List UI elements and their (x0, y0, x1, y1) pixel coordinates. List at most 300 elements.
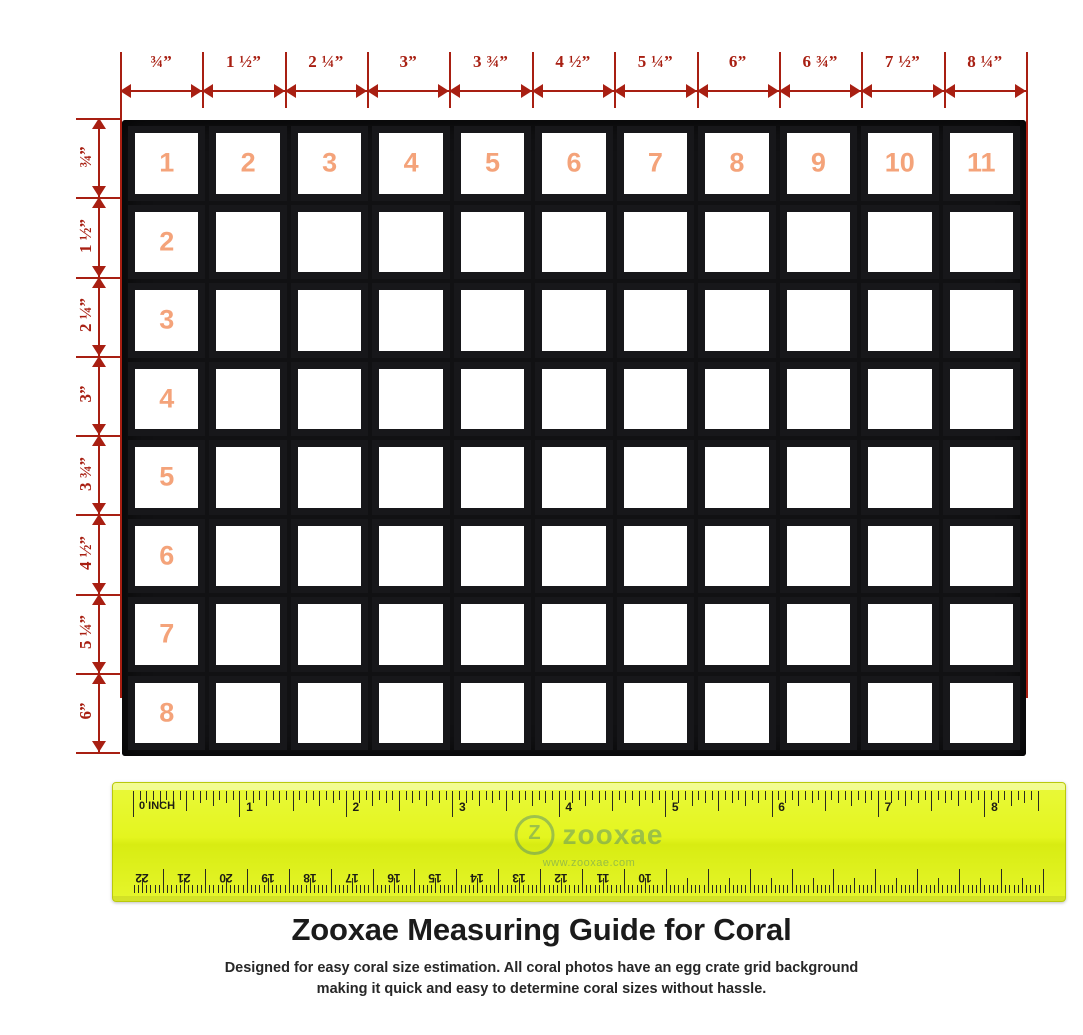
grid-cell (617, 205, 694, 280)
ruler-tick-top (439, 791, 440, 803)
ruler-tick-top (266, 791, 267, 806)
ruler-tick-bottom (863, 885, 864, 893)
grid-cell-number: 6 (159, 540, 175, 571)
grid-cell (291, 126, 368, 201)
ruler-tick-top (286, 791, 287, 800)
ruler-tick-bottom (649, 885, 650, 893)
top-scale-label: 7 ½” (884, 52, 921, 71)
ruler-tick-top (965, 791, 966, 800)
left-scale-label: 3” (76, 385, 95, 403)
ruler-tick-bottom (989, 885, 990, 893)
ruler-tick-top (519, 791, 520, 803)
grid-cell (617, 676, 694, 751)
ruler-tick-bottom (901, 885, 902, 893)
ruler-label-inch: 1 (246, 800, 253, 814)
arrow-right-icon (768, 84, 779, 98)
top-scale-segment (285, 52, 367, 108)
arrow-right-icon (438, 84, 449, 98)
ruler-tick-top (792, 791, 793, 800)
ruler-tick-bottom (448, 885, 449, 893)
ruler-tick-bottom (306, 885, 307, 893)
ruler-tick-top (446, 791, 447, 800)
ruler-tick-top (765, 791, 766, 800)
ruler-tick-top (685, 791, 686, 800)
ruler-tick-bottom (821, 885, 822, 893)
grid-cell (617, 362, 694, 437)
ruler-tick-bottom (343, 885, 344, 893)
top-scale-label: 3” (399, 52, 418, 71)
grid-cell (943, 519, 1020, 594)
top-scale-tick (944, 52, 946, 108)
grid-cell (861, 676, 938, 751)
top-scale-segment (367, 52, 449, 108)
ruler-tick-top (978, 791, 979, 800)
left-scale-segment (58, 356, 114, 435)
ruler-tick-bottom (880, 885, 881, 893)
grid-cell (209, 676, 286, 751)
ruler-tick-top (845, 791, 846, 800)
grid-cell (128, 676, 205, 751)
ruler-tick-bottom (272, 885, 273, 893)
left-scale-tick (76, 752, 120, 754)
ruler (112, 782, 1066, 902)
ruler-tick-top (818, 791, 819, 800)
grid-cell (943, 283, 1020, 358)
ruler-tick-top (984, 791, 985, 817)
ruler-tick-bottom (699, 885, 700, 893)
ruler-tick-bottom (565, 885, 566, 893)
ruler-tick-bottom (569, 885, 570, 893)
ruler-tick-bottom (389, 885, 390, 893)
grid-cell (535, 519, 612, 594)
top-scale-line (779, 90, 861, 92)
ruler-tick-bottom (289, 869, 290, 893)
grid-cell (454, 126, 531, 201)
ruler-tick-top (326, 791, 327, 800)
ruler-tick-bottom (502, 885, 503, 893)
grid-cell (780, 519, 857, 594)
ruler-brand-watermark (515, 815, 664, 869)
ruler-tick-bottom (511, 885, 512, 893)
grid-cell (372, 519, 449, 594)
grid-cell (698, 362, 775, 437)
ruler-tick-top (851, 791, 852, 806)
ruler-tick-bottom (888, 885, 889, 893)
grid-cell-number: 7 (159, 618, 175, 649)
ruler-tick-top (213, 791, 214, 806)
left-scale-label: 6” (76, 702, 95, 720)
ruler-tick-bottom (381, 885, 382, 893)
grid-cell (943, 676, 1020, 751)
ruler-tick-top (419, 791, 420, 800)
ruler-tick-bottom (859, 885, 860, 893)
ruler-tick-bottom (930, 885, 931, 893)
ruler-tick-bottom (997, 885, 998, 893)
top-scale-segment (944, 52, 1026, 108)
ruler-label-cm: 22 (135, 871, 149, 885)
ruler-tick-bottom (360, 885, 361, 893)
ruler-tick-bottom (515, 885, 516, 893)
ruler-label-cm: 20 (219, 871, 233, 885)
grid-cell (698, 126, 775, 201)
grid-cell (780, 440, 857, 515)
ruler-tick-bottom (691, 885, 692, 893)
top-scale-label: 3 ¾” (473, 52, 509, 71)
ruler-tick-top (805, 791, 806, 800)
ruler-tick-top (392, 791, 393, 800)
left-scale-tick (76, 118, 120, 120)
ruler-tick-bottom (285, 885, 286, 893)
ruler-tick-top (971, 791, 972, 803)
ruler-tick-top (226, 791, 227, 803)
ruler-label-cm: 10 (638, 871, 652, 885)
left-scale-tick (76, 435, 120, 437)
ruler-tick-top (585, 791, 586, 806)
left-scale-segment (58, 435, 114, 514)
ruler-tick-bottom (976, 885, 977, 893)
ruler-tick-bottom (984, 885, 985, 893)
ruler-tick-bottom (720, 885, 721, 893)
ruler-tick-top (865, 791, 866, 803)
ruler-tick-bottom (536, 885, 537, 893)
ruler-tick-top (911, 791, 912, 800)
left-scale-tick (76, 514, 120, 516)
ruler-tick-bottom (674, 885, 675, 893)
ruler-tick-bottom (347, 885, 348, 893)
ruler-tick-bottom (813, 878, 814, 893)
grid-cell (535, 362, 612, 437)
ruler-tick-bottom (326, 885, 327, 893)
grid-cell (617, 440, 694, 515)
grid-cell (291, 440, 368, 515)
grid-cell (209, 519, 286, 594)
ruler-tick-bottom (838, 885, 839, 893)
ruler-tick-top (798, 791, 799, 806)
ruler-tick-bottom (259, 885, 260, 893)
ruler-tick-bottom (243, 885, 244, 893)
ruler-tick-bottom (440, 885, 441, 893)
grid-cell (780, 205, 857, 280)
ruler-tick-top (698, 791, 699, 800)
top-scale-line (367, 90, 449, 92)
ruler-tick-bottom (356, 885, 357, 893)
ruler-tick-bottom (402, 885, 403, 893)
ruler-tick-bottom (385, 885, 386, 893)
ruler-tick-bottom (670, 885, 671, 893)
grid-cell (372, 597, 449, 672)
ruler-tick-bottom (155, 885, 156, 893)
ruler-label-inch: 8 (991, 800, 998, 814)
ruler-tick-bottom (846, 885, 847, 893)
ruler-tick-top (246, 791, 247, 800)
left-scale-label: 1 ½” (76, 218, 95, 253)
ruler-tick-bottom (850, 885, 851, 893)
ruler-tick-bottom (804, 885, 805, 893)
ruler-tick-top (705, 791, 706, 803)
ruler-tick-bottom (624, 869, 625, 893)
left-scale-label: 4 ½” (76, 535, 95, 570)
grid-cell (617, 519, 694, 594)
ruler-tick-bottom (180, 885, 181, 893)
ruler-tick-bottom (771, 878, 772, 893)
ruler-tick-bottom (917, 869, 918, 893)
grid-cell-number: 2 (240, 147, 256, 178)
ruler-tick-top (399, 791, 400, 811)
ruler-tick-top (672, 791, 673, 800)
ruler-tick-bottom (947, 885, 948, 893)
top-scale-label: 5 ¼” (637, 52, 673, 71)
ruler-tick-top (1018, 791, 1019, 800)
ruler-tick-bottom (331, 869, 332, 893)
ruler-tick-top (406, 791, 407, 800)
ruler-tick-top (599, 791, 600, 803)
ruler-label-cm: 14 (470, 871, 484, 885)
ruler-tick-bottom (892, 885, 893, 893)
ruler-tick-bottom (993, 885, 994, 893)
page-title: Zooxae Measuring Guide for Coral (291, 912, 792, 947)
grid-cell (128, 283, 205, 358)
top-scale-segment (449, 52, 531, 108)
ruler-tick-bottom (574, 885, 575, 893)
ruler-tick-top (559, 791, 560, 817)
ruler-tick-top (299, 791, 300, 800)
ruler-bottom-edge (113, 896, 1065, 901)
ruler-tick-bottom (745, 885, 746, 893)
ruler-tick-bottom (297, 885, 298, 893)
ruler-tick-bottom (419, 885, 420, 893)
ruler-label-cm: 18 (303, 871, 317, 885)
ruler-tick-top (233, 791, 234, 800)
grid-cell (698, 440, 775, 515)
ruler-tick-top (951, 791, 952, 800)
grid-cell (535, 283, 612, 358)
grid-cell-number: 4 (159, 383, 175, 414)
ruler-tick-bottom (733, 885, 734, 893)
ruler-tick-bottom (775, 885, 776, 893)
ruler-tick-top (539, 791, 540, 800)
ruler-tick-top (772, 791, 773, 817)
top-scale-segment (614, 52, 696, 108)
grid-cell (780, 597, 857, 672)
grid-cell-number: 5 (159, 461, 175, 492)
ruler-tick-bottom (620, 885, 621, 893)
grid-cell (128, 362, 205, 437)
grid-cell (128, 440, 205, 515)
top-scale-tick (285, 52, 287, 108)
ruler-tick-top (193, 791, 194, 800)
ruler-tick-top (525, 791, 526, 800)
left-scale-tick (76, 594, 120, 596)
left-scale-segment (58, 277, 114, 356)
ruler-tick-top (898, 791, 899, 800)
ruler-tick-top (991, 791, 992, 800)
ruler-tick-top (353, 791, 354, 800)
ruler-tick-bottom (280, 885, 281, 893)
grid-cell (291, 597, 368, 672)
ruler-tick-top (339, 791, 340, 800)
grid-cell (128, 519, 205, 594)
ruler-tick-bottom (972, 885, 973, 893)
ruler-tick-bottom (544, 885, 545, 893)
ruler-tick-bottom (197, 885, 198, 893)
ruler-tick-top (878, 791, 879, 817)
left-scale-segment (58, 118, 114, 197)
ruler-tick-top (619, 791, 620, 800)
ruler-label-cm: 19 (261, 871, 275, 885)
ruler-tick-top (479, 791, 480, 806)
ruler-tick-top (319, 791, 320, 806)
ruler-tick-bottom (167, 885, 168, 893)
grid-cell (861, 597, 938, 672)
ruler-tick-bottom (251, 885, 252, 893)
ruler-tick-bottom (532, 885, 533, 893)
ruler-tick-bottom (783, 885, 784, 893)
ruler-tick-bottom (431, 885, 432, 893)
left-scale-segment (58, 594, 114, 673)
ruler-tick-bottom (339, 885, 340, 893)
ruler-tick-top (758, 791, 759, 803)
grid-cell (372, 126, 449, 201)
ruler-tick-bottom (410, 885, 411, 893)
grid-cell-number: 8 (729, 147, 745, 178)
ruler-tick-bottom (218, 885, 219, 893)
grid-cell (617, 126, 694, 201)
top-scale-tick (1026, 52, 1028, 698)
ruler-tick-bottom (1035, 885, 1036, 893)
ruler-tick-top (958, 791, 959, 806)
top-scale-segment (861, 52, 943, 108)
ruler-tick-top (738, 791, 739, 800)
ruler-tick-top (200, 791, 201, 803)
grid-cell (698, 676, 775, 751)
grid-cell (454, 283, 531, 358)
grid-cell (780, 126, 857, 201)
ruler-tick-bottom (146, 885, 147, 893)
grid-cell (128, 126, 205, 201)
ruler-tick-bottom (951, 885, 952, 893)
arrow-right-icon (850, 84, 861, 98)
ruler-tick-top (180, 791, 181, 800)
top-scale-line (120, 90, 202, 92)
ruler-tick-bottom (641, 885, 642, 893)
brand-url: www.zooxae.com (542, 857, 636, 869)
ruler-tick-bottom (909, 885, 910, 893)
ruler-tick-bottom (708, 869, 709, 893)
top-scale-tick (861, 52, 863, 108)
ruler-unit-label: 0 INCH (139, 800, 176, 812)
ruler-tick-top (752, 791, 753, 800)
grid-cell (861, 362, 938, 437)
ruler-tick-bottom (695, 885, 696, 893)
ruler-tick-bottom (247, 869, 248, 893)
ruler-tick-bottom (406, 885, 407, 893)
grid-cell-number: 4 (403, 147, 419, 178)
ruler-tick-bottom (1014, 885, 1015, 893)
top-scale-label: 2 ¼” (308, 52, 344, 71)
grid-cell (372, 362, 449, 437)
grid-cell (861, 519, 938, 594)
left-scale-tick (76, 197, 120, 199)
ruler-tick-top (452, 791, 453, 817)
left-scale-label: ¾” (76, 146, 95, 168)
grid-cell (372, 205, 449, 280)
ruler-tick-bottom (192, 885, 193, 893)
grid-cell (372, 283, 449, 358)
top-scale-label: 1 ½” (225, 52, 262, 71)
ruler-tick-bottom (578, 885, 579, 893)
grid-cell (372, 676, 449, 751)
ruler-tick-top (565, 791, 566, 800)
ruler-tick-top (712, 791, 713, 800)
ruler-tick-top (931, 791, 932, 811)
grid-cell (943, 440, 1020, 515)
grid-cell-number: 11 (966, 147, 996, 178)
ruler-tick-bottom (590, 885, 591, 893)
ruler-tick-top (552, 791, 553, 800)
top-scale-tick (697, 52, 699, 108)
grid-cell-number: 2 (159, 226, 175, 257)
ruler-tick-bottom (896, 878, 897, 893)
ruler-tick-bottom (553, 885, 554, 893)
ruler-tick-top (639, 791, 640, 806)
ruler-tick-top (645, 791, 646, 800)
ruler-tick-bottom (687, 878, 688, 893)
ruler-tick-bottom (490, 885, 491, 893)
ruler-tick-bottom (938, 878, 939, 893)
grid-cell-number: 8 (159, 697, 175, 728)
ruler-tick-top (1011, 791, 1012, 806)
ruler-tick-top (386, 791, 387, 803)
grid-cell (861, 283, 938, 358)
ruler-tick-bottom (779, 885, 780, 893)
ruler-label-cm: 12 (554, 871, 568, 885)
ruler-tick-top (885, 791, 886, 800)
ruler-tick-bottom (611, 885, 612, 893)
ruler-tick-top (313, 791, 314, 800)
ruler-tick-top (426, 791, 427, 806)
grid-cell (209, 205, 286, 280)
ruler-tick-bottom (926, 885, 927, 893)
ruler-tick-bottom (829, 885, 830, 893)
top-scale-line (614, 90, 696, 92)
ruler-label-cm: 13 (512, 871, 526, 885)
ruler-tick-bottom (1022, 878, 1023, 893)
ruler-label-cm: 17 (344, 871, 359, 885)
ruler-tick-top (206, 791, 207, 800)
grid-cell-number: 10 (884, 147, 915, 178)
top-scale-segment (202, 52, 284, 108)
top-scale-tick (202, 52, 204, 108)
arrow-right-icon (1015, 84, 1026, 98)
ruler-tick-top (812, 791, 813, 803)
brand-name: zooxae (562, 819, 664, 850)
ruler-tick-bottom (712, 885, 713, 893)
grid-cell (291, 283, 368, 358)
ruler-tick-top (858, 791, 859, 800)
ruler-tick-bottom (716, 885, 717, 893)
top-scale-label: 4 ½” (555, 52, 591, 71)
grid-cell (780, 283, 857, 358)
ruler-tick-bottom (461, 885, 462, 893)
ruler-tick-top (259, 791, 260, 800)
ruler-tick-bottom (800, 885, 801, 893)
grid-cell (128, 205, 205, 280)
top-scale-segment (779, 52, 861, 108)
ruler-tick-bottom (163, 869, 164, 893)
ruler-tick-bottom (729, 878, 730, 893)
ruler-tick-bottom (213, 885, 214, 893)
ruler-label-cm: 21 (177, 871, 191, 885)
